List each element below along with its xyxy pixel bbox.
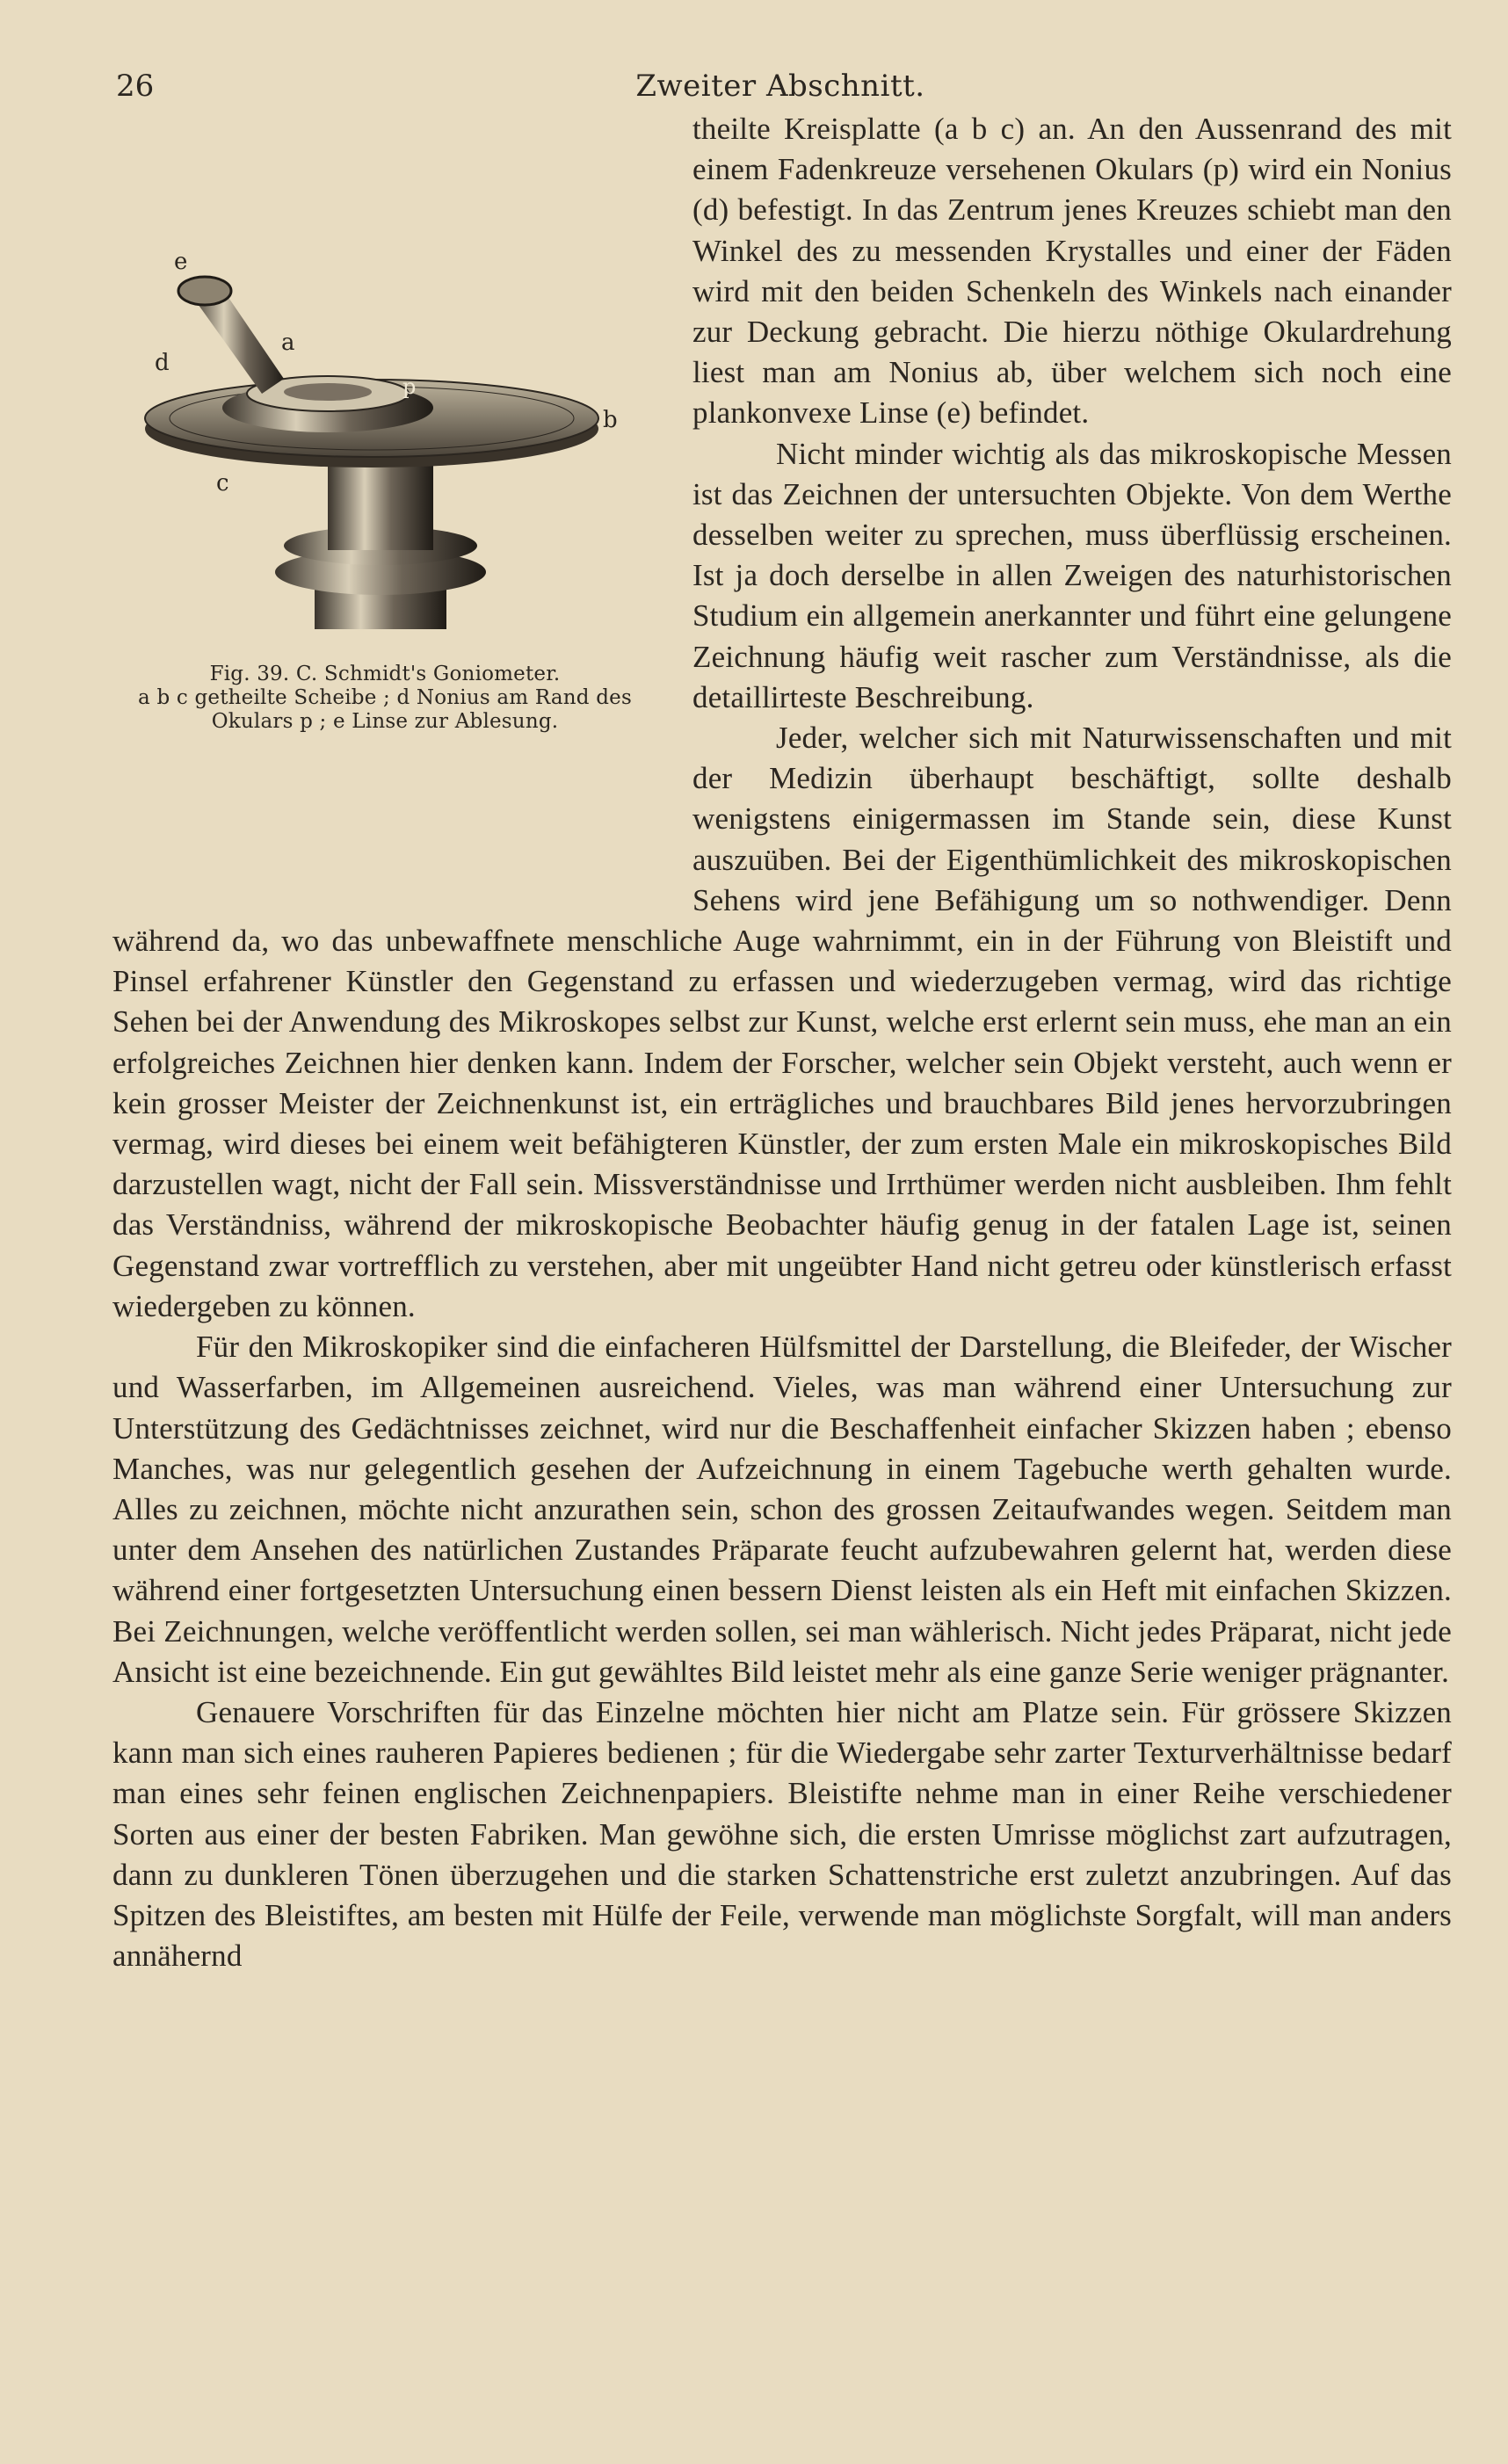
caption-legend: a b c getheilte Scheibe ; d Nonius am Rand des Okulars p ; e Linse zur Ablesung.: [138, 686, 632, 733]
paragraph-5: Genauere Vorschriften für das Einzelne möchten hier nicht am Platze sein. Für grössere Skizzen kann man sich eines rauheren Papieres bedienen ; für die Wiedergabe sehr zarter Texturverhältnisse bedarf man eines sehr feinen englischen Zeichnenpapiers. Bleistifte nehme man in einer Reihe verschiedener Sorten aus einer der besten Fabriken. Man gewöhne sich, die ersten Umrisse möglichst zart aufzutragen, dann zu dunkleren Tönen überzugehen und die starken Schattenstriche erst zuletzt anzubringen. Auf das Spitzen des Bleistiftes, am besten mit Hülfe der Feile, verwende man möglichste Sorgfalt, will man anders annähernd: [112, 1694, 1452, 1974]
goniometer-illustration: [139, 199, 631, 656]
label-b: b: [603, 407, 618, 433]
page-header: [112, 69, 1448, 112]
page-number: 26: [116, 69, 155, 104]
body-text: [112, 112, 1452, 1976]
label-e: e: [174, 249, 188, 275]
paragraph-4: Für den Mikroskopiker sind die einfacheren Hülfsmittel der Darstellung, die Bleifeder, der Wischer und Wasserfarben, im Allgemeinen ausreichend. Vieles, was man während einer Untersuchung zur Unterstützung des Gedächtnisses zeichnet, wird nur die Beschaffenheit einfacher Skizzen haben ; ebenso Manches, was nur gelegentlich gesehen der Aufzeichnung in einem Tagebuche werth gehalten wurde. Alles zu zeichnen, möchte nicht anzurathen sein, schon des grossen Zeitaufwandes wegen. Seitdem man unter dem Ansehen des natürlichen Zustandes Präparate feucht aufzubewahren gelernt hat, werden diese während einer fortgesetzten Untersuchung einen bessern Dienst leisten als ein Heft mit einfachen Skizzen. Bei Zeichnungen, welche veröffentlicht werden sollen, sei man wählerisch. Nicht jedes Präparat, nicht jede Ansicht ist eine bezeichnende. Ein gut gewähltes Bild leistet mehr als eine ganze Serie weniger prägnanter.: [112, 1330, 1452, 1689]
paragraph-1: theilte Kreisplatte (a b c) an. An den Aussenrand des mit einem Fadenkreuze versehenen Okulars (p) wird ein Nonius (d) befestigt. In das Zentrum jenes Kreuzes schiebt man den Winkel des zu messenden Krystalles und einer der Fäden wird mit den beiden Schenkeln des Winkels nach einander zur Deckung gebracht. Die hierzu nöthige Okulardrehung liest man am Nonius ab, über welchem sich noch eine plankonvexe Linse (e) befindet.: [692, 112, 1452, 431]
figure-caption: [112, 663, 657, 734]
label-c: c: [216, 470, 229, 496]
column: [328, 453, 433, 550]
running-head: Zweiter Abschnitt.: [635, 69, 925, 104]
paragraph-3: Jeder, welcher sich mit Naturwissenschaften und mit der Medizin überhaupt beschäftigt, sollte deshalb wenigstens einigermassen im Stande sein, diese Kunst auszuüben. Bei der Eigenthümlichkeit des mikroskopischen Sehens wird jene Befähigung um so nothwendiger. Denn während da, wo das unbewaffnete menschliche Auge wahrnimmt, ein in der Führung von Bleistift und Pinsel erfahrener Künstler den Gegenstand zu erfassen und wiederzugeben vermag, wird das richtige Sehen bei der Anwendung des Mikroskopes selbst zur Kunst, welche erst erlernt sein muss, ehe man an ein erfolgreiches Zeichnen hier denken kann. Indem der Forscher, welcher sein Objekt versteht, auch wenn er kein grosser Meister der Zeichnenkunst ist, ein erträgliches und brauchbares Bild jenes hervorzubringen vermag, wird dieses bei einem weit befähigteren Künstler, der zum ersten Male ein mikroskopisches Bild darzustellen wagt, nicht der Fall sein. Missverständnisse und Irrthümer werden nicht ausbleiben. Ihm fehlt das Verständniss, während der mikroskopische Beobachter häufig genug in der fatalen Lage ist, seinen Gegenstand zwar vortrefflich zu verstehen, aber mit ungeübter Hand nicht getreu oder künstlerisch erfasst wiedergeben zu können.: [112, 721, 1452, 1323]
label-p: p: [402, 374, 417, 399]
figure-goniometer: [112, 149, 662, 893]
paragraph-2: Nicht minder wichtig als das mikroskopische Messen ist das Zeichnen der untersuchten Objekte. Von dem Werthe desselben weiter zu sprechen, muss überflüssig erscheinen. Ist ja doch derselbe in allen Zweigen des naturhistorischen Studium ein allgemein anerkannter und führt eine gelungene Zeichnung häufig weit rascher zum Verständnisse, als die detaillirteste Beschreibung.: [692, 436, 1452, 714]
label-d: d: [155, 350, 170, 376]
label-a: a: [281, 330, 295, 356]
reading-lens: [178, 277, 231, 305]
caption-title: Fig. 39. C. Schmidt's Goniometer.: [209, 663, 561, 685]
ocular-lens: [284, 383, 372, 401]
